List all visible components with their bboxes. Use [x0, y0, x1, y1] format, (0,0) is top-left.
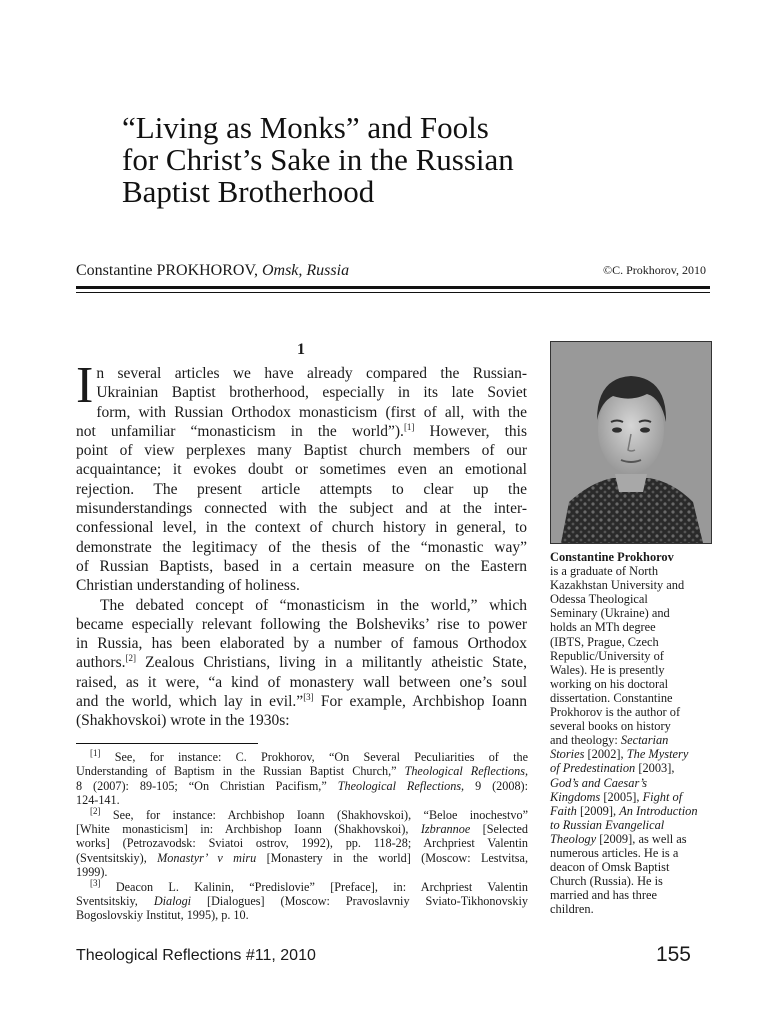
text-line: The debated concept of “monasticism in the world,” which: [100, 596, 527, 614]
book-title: Fight of: [642, 789, 683, 804]
text-line: in Russia, has been elaborated by a number of famous Orthodox: [76, 635, 527, 653]
bio-line: Seminary (Ukraine) and: [550, 606, 670, 621]
text-line: of Russian Baptists, based in a certain measure on the Eastern: [76, 557, 527, 575]
footnotes: [76, 747, 529, 923]
article-title: [122, 112, 682, 208]
text-span: See, for instance: C. Prokhorov, “On Several Peculiarities of the: [100, 750, 528, 764]
text-span: However, this: [414, 422, 527, 440]
text-span: [2005],: [600, 789, 643, 804]
bio-line: Wales). He is presently: [550, 662, 665, 677]
author-bio: [550, 550, 715, 916]
text-line: [76, 422, 527, 441]
journal-footer: Theological Reflections #11, 2010: [76, 947, 316, 964]
bio-line: working on his doctoral: [550, 676, 669, 691]
text-span: and the world, which lay in evil.”: [76, 693, 304, 711]
footnote: [76, 747, 529, 808]
footnote-line: [76, 851, 528, 865]
text-span: Sventsitskiy,: [76, 894, 154, 909]
bio-line: Kazakhstan University and: [550, 578, 685, 593]
text-line: (Shakhovskoi) wrote in the 1930s:: [76, 712, 290, 730]
bio-line: deacon of Omsk Baptist: [550, 860, 670, 875]
footnote-line: works] (Petrozavodsk: Sviatoi ostrov, 1992), pp. 118-28; Archpriest Valentin: [76, 836, 528, 851]
book-title: to Russian Evangelical: [550, 817, 665, 832]
bio-line: numerous articles. He is a: [550, 845, 679, 860]
text-span: Deacon L. Kalinin, “Predislovie” [Preface], in: Archpriest Valentin: [100, 879, 528, 894]
text-span: not unfamiliar “monasticism in the world”).: [76, 422, 404, 440]
footnote-line: [76, 764, 528, 778]
footnote-line: [76, 805, 528, 822]
bio-line: [550, 790, 715, 804]
book-title: Stories: [550, 747, 585, 762]
footnote-line: [76, 779, 528, 793]
article-body: [76, 357, 527, 731]
footnote-ref[interactable]: [3]: [303, 691, 314, 702]
paragraph: [76, 596, 527, 731]
footnote: [76, 877, 528, 923]
book-title: Monastyr’ v miru: [157, 850, 257, 865]
footnote-ref[interactable]: [2]: [125, 653, 137, 664]
bio-line: [550, 832, 715, 846]
copyright: ©C. Prokhorov, 2010: [602, 263, 706, 277]
text-line: misunderstandings connected with the subject and at the inter-: [76, 500, 527, 518]
bio-line: [550, 804, 715, 818]
text-line: n several articles we have already compared the Russian-: [96, 365, 527, 382]
author: [76, 262, 349, 280]
text-span: [Monastery in the world] (Moscow: Lestvitsa,: [256, 850, 529, 865]
bio-line: [550, 776, 715, 790]
dropcap: I: [76, 357, 94, 414]
book-title: The Mystery: [626, 747, 689, 762]
text-span: [2002],: [584, 747, 627, 762]
text-span: [White monasticism] in: Archbishop Ioann (Shakhovskoi),: [76, 822, 421, 837]
footnote-line: Bogoslovskiy Institut, 1995), p. 10.: [76, 908, 249, 923]
bio-line: Odessa Theological: [550, 592, 648, 607]
bio-line: [550, 733, 715, 747]
text-span: 8 (2007): 89-105; “On Christian Pacifism,”: [76, 778, 338, 793]
bio-name: Constantine Prokhorov: [550, 550, 674, 564]
footnote-line: [76, 894, 528, 908]
bio-line: holds an MTh degree: [550, 620, 656, 635]
book-title: Sectarian: [620, 733, 669, 748]
bio-line: dissertation. Constantine: [550, 690, 673, 705]
section-number: 1: [297, 341, 305, 358]
book-title: Theology: [550, 831, 597, 846]
bio-line: Republic/University of: [550, 648, 664, 663]
author-location: Omsk, Russia: [261, 262, 350, 279]
text-span: Zealous Christians, living in a militantly atheistic State,: [136, 654, 527, 672]
footnote-line: 124-141.: [76, 793, 120, 808]
bio-line: [550, 818, 715, 832]
text-line: [76, 692, 527, 711]
bio-line: married and has three: [550, 888, 657, 903]
text-span: and theology:: [550, 733, 621, 748]
book-title: Izbrannoe: [420, 822, 471, 837]
text-span: [2009], as well as: [596, 831, 687, 846]
text-span: 9 (2008):: [464, 778, 528, 793]
text-span: authors.: [76, 654, 126, 672]
footnote-line: [76, 877, 528, 894]
title-line: “Living as Monks” and Fools: [122, 110, 489, 145]
footnote-line: 1999).: [76, 865, 108, 880]
footnote-rule: [76, 743, 258, 744]
header-rule-thin: [76, 292, 710, 293]
author-portrait-photo: [550, 341, 712, 544]
bio-line: Church (Russia). He is: [550, 874, 663, 889]
journal-title: Theological Reflections,: [337, 778, 465, 793]
footnote-line: [76, 747, 528, 764]
book-title: of Predestination: [550, 761, 636, 776]
paragraph: [76, 357, 527, 596]
text-line: [76, 653, 527, 672]
footnote-line: [76, 822, 528, 836]
text-line: form, with Russian Orthodox monasticism (first of all, with the: [96, 403, 527, 421]
text-line: demonstrate the legitimacy of the thesis of the “monastic way”: [76, 538, 527, 556]
page-number: 155: [655, 943, 691, 966]
byline: [76, 262, 710, 282]
footnote-mark: [3]: [90, 877, 101, 888]
bio-line: [550, 761, 715, 775]
book-title: Dialogi: [153, 894, 192, 909]
footnote-mark: [1]: [90, 747, 101, 758]
text-line: acquaintance; it evokes doubt or sometimes even an emotional: [76, 461, 527, 479]
text-span: [Dialogues] (Moscow: Pravoslavniy Sviato-Tikhonovskiy: [191, 894, 528, 909]
bio-line: (IBTS, Prague, Czech: [550, 634, 659, 649]
author-name: Constantine PROKHOROV,: [76, 262, 262, 279]
footnote-mark: [2]: [90, 805, 101, 816]
bio-line: Prokhorov is the author of: [550, 705, 681, 720]
title-line: for Christ’s Sake in the Russian: [122, 142, 514, 177]
text-line: Christian understanding of holiness.: [76, 577, 300, 595]
footnote: [76, 805, 529, 880]
text-line: rejection. The present article attempts to clear up the: [76, 480, 527, 498]
text-span: See, for instance: Archbishop Ioann (Shakhovskoi), “Beloe inochestvo”: [100, 807, 528, 822]
header-rule-thick: [76, 286, 710, 289]
text-span: For example, Archbishop Ioann: [313, 693, 527, 711]
title-line: Baptist Brotherhood: [122, 174, 375, 209]
text-span: Understanding of Baptism in the Russian Baptist Church,”: [76, 764, 405, 779]
text-line: point of view perplexes many Baptist church members of our: [76, 442, 527, 460]
bio-line: several books on history: [550, 719, 671, 734]
book-title: God’s and Caesar’s: [550, 775, 648, 790]
text-span: [2003],: [635, 761, 675, 776]
bio-line: is a graduate of North: [550, 564, 659, 579]
text-span: (Sventsitskiy),: [76, 850, 158, 865]
book-title: Kingdoms: [550, 789, 601, 804]
text-span: [2009],: [576, 803, 620, 818]
text-span: [Selected: [470, 822, 529, 837]
text-line: raised, as it were, “a kind of monastery wall between one’s soul: [76, 673, 527, 691]
portrait-image: [551, 342, 711, 543]
bio-line: children.: [550, 902, 594, 917]
journal-title: Theological Reflections,: [404, 764, 529, 779]
footnote-ref[interactable]: [1]: [403, 421, 415, 432]
bio-line: [550, 747, 715, 761]
text-line: became especially relevant following the Bolsheviks’ rise to power: [76, 615, 527, 633]
text-line: confessional level, in the context of church history in general, to: [76, 519, 527, 537]
book-title: An Introduction: [619, 803, 698, 818]
book-title: Faith: [550, 803, 577, 818]
text-line: Ukrainian Baptist brotherhood, especially in its late Soviet: [96, 384, 527, 402]
